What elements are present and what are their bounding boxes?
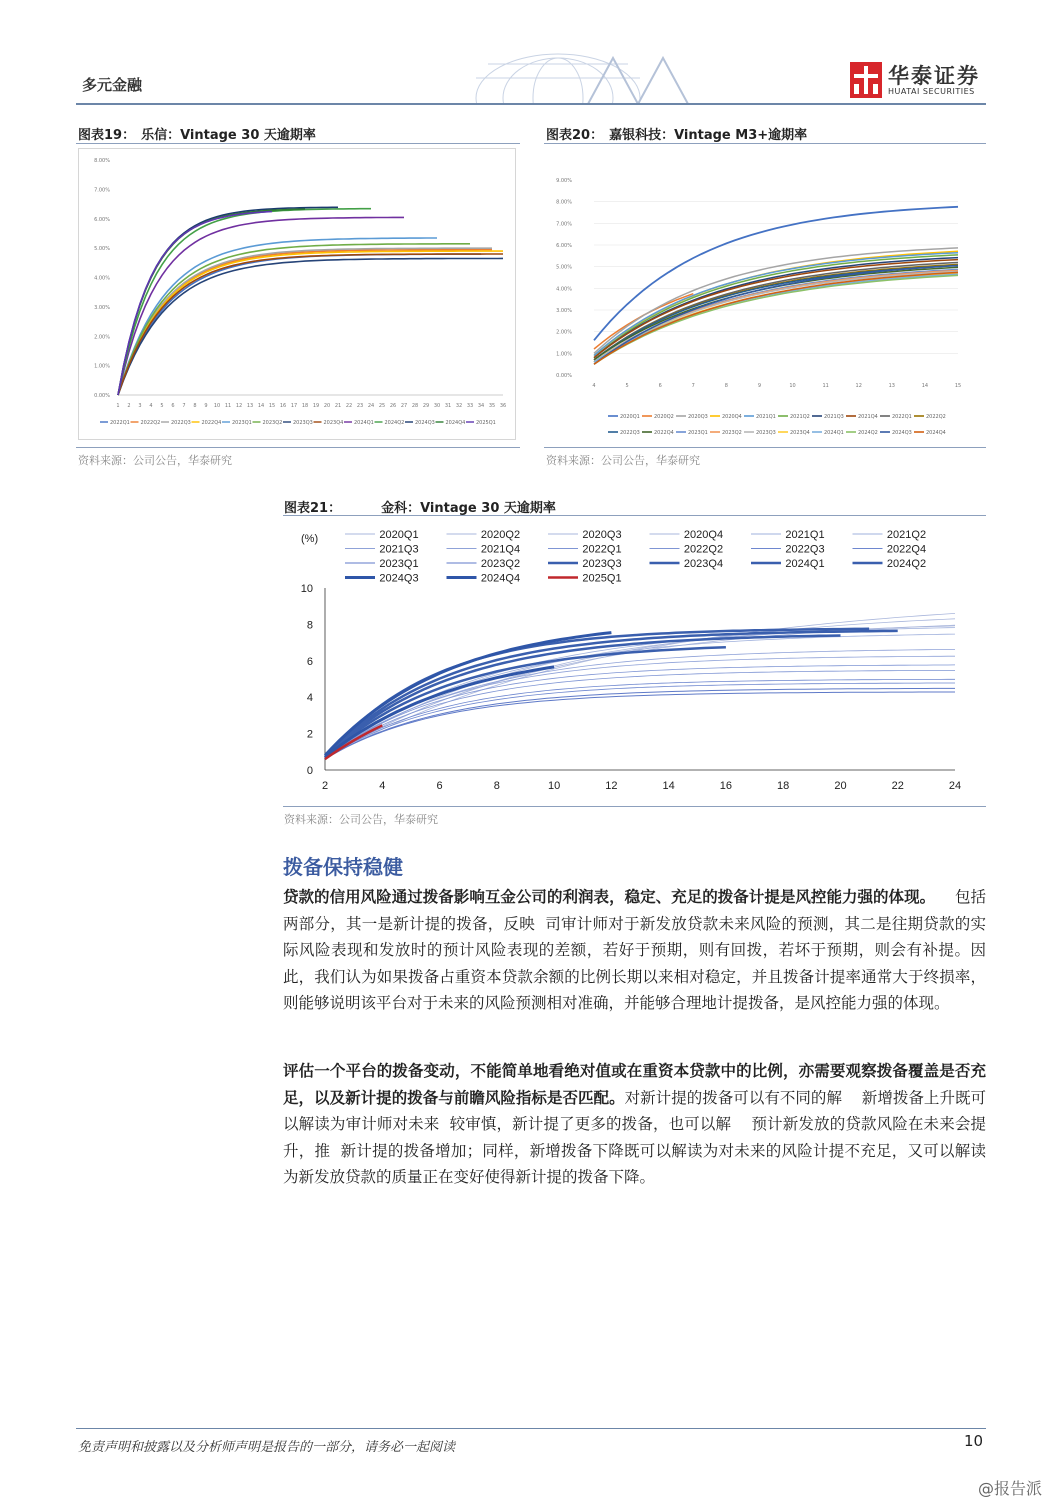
watermark: @报告派 [978,1479,1043,1498]
fig20-legend-label: 2021Q2 [790,414,810,420]
fig19-y-tick: 3.00% [94,304,110,311]
fig21-x-tick: 10 [547,780,561,792]
fig19-y-tick: 8.00% [94,158,110,164]
fig19-legend-label: 2024Q3 [415,420,435,426]
fig21-legend-label: 2024Q4 [480,572,521,585]
fig20-legend-label: 2020Q1 [620,414,640,420]
fig21-series-line [325,665,955,759]
fig20-title-text: 嘉银科技：Vintage M3+逾期率 [609,128,808,143]
fig21-legend-label: 2023Q2 [480,558,521,570]
fig19-x-tick: 10 [213,403,221,409]
fig19-x-tick: 33 [466,403,474,409]
fig19-y-tick: 2.00% [94,334,110,341]
fig19-x-tick: 17 [290,403,298,409]
fig20-x-tick: 13 [888,383,896,389]
fig20-series-line [594,266,958,365]
fig20-x-tick: 4 [592,383,596,389]
fig20-legend-label: 2023Q2 [722,430,742,436]
fig21-bottom-rule [283,806,986,807]
fig19-x-tick: 1 [116,403,120,409]
fig20-series-line [594,248,958,353]
fig20-source: 资料来源：公司公告，华泰研究 [546,454,700,467]
fig19-x-tick: 7 [182,403,186,409]
fig19-y-tick: 5.00% [94,246,110,253]
fig21-source: 资料来源：公司公告，华泰研究 [284,813,438,826]
fig19-x-tick: 8 [193,403,197,409]
fig20-legend-label: 2021Q3 [824,414,844,420]
fig20-x-tick: 15 [954,383,962,389]
fig21-title-text: 金科：Vintage 30 天逾期率 [381,501,556,516]
globe-decoration-icon [438,38,698,104]
fig19-x-tick: 35 [488,403,496,409]
paragraph-2 [283,1058,986,1191]
fig21-x-tick: 6 [436,780,443,792]
section-title: 拨备保持稳健 [283,855,403,879]
fig19-x-tick: 36 [499,403,507,409]
fig19-legend-label: 2024Q4 [445,420,466,426]
fig20-legend-label: 2020Q4 [722,414,742,420]
fig19-legend-label: 2023Q1 [232,420,252,426]
fig21-y-tick: 2 [306,728,313,741]
fig19-x-tick: 4 [149,403,153,409]
fig19-x-tick: 13 [246,403,254,409]
fig19-x-tick: 2 [127,403,131,409]
fig19-legend-label: 2023Q3 [293,420,313,426]
fig19-x-tick: 24 [367,403,375,409]
fig20-legend-label: 2021Q4 [858,414,878,420]
fig20-x-tick: 12 [855,383,862,389]
fig19-x-tick: 19 [312,403,320,409]
fig21-y-tick: 6 [306,655,313,668]
fig19-x-tick: 28 [411,403,419,409]
logo-cn-text: 华泰证券 [888,64,980,88]
fig20-x-tick: 7 [691,383,695,389]
fig20-series-line [594,267,958,360]
fig21-x-tick: 24 [948,780,962,792]
fig21-x-tick: 16 [719,780,733,792]
fig20-x-tick: 11 [822,383,829,389]
fig21-legend-label: 2021Q3 [379,543,419,556]
header-rule [76,103,986,105]
fig20-legend-label: 2023Q3 [756,430,776,436]
fig20-number: 图表20： [546,128,604,143]
fig20-bottom-rule [544,447,986,448]
fig20-legend-label: 2024Q2 [858,430,878,436]
fig21-legend-label: 2020Q4 [683,529,724,541]
fig20-legend-label: 2023Q1 [688,430,708,436]
fig21-legend-label: 2024Q1 [785,558,825,570]
fig19-x-tick: 11 [224,403,232,409]
fig19-y-tick: 7.00% [94,187,110,194]
fig20-legend-label: 2024Q4 [926,430,946,436]
header-section-label: 多元金融 [82,76,143,94]
fig20-title-rule [544,143,986,144]
fig20-legend-label: 2024Q1 [824,430,844,436]
fig20-y-tick: 2.00% [556,329,572,336]
fig20-y-tick: 7.00% [556,221,572,228]
fig21-legend-label: 2024Q2 [886,558,927,570]
fig19-x-tick: 27 [400,403,408,409]
fig19-legend-label: 2025Q1 [476,420,496,426]
fig20-legend-label: 2021Q1 [756,414,776,420]
fig20-legend-label: 2020Q2 [654,414,674,420]
fig19-legend-label: 2023Q2 [262,420,283,426]
paragraph-2-bold: 评估一个平台的拨备变动，不能简单地看绝对值或在重资本贷款中的比例，亦需要观察拨备覆盖是否充足，以及新计提的拨备与前瞻风险指标是否匹配。 [283,1062,986,1107]
paragraph-1-body: 包括两部分，其一是新计提的拨备，反映 司审计师对于新发放贷款未来风险的预测，其二是往期贷款的实际风险表现和发放时的预计风险表现的差额，若好于预期，则有回拨，若坏于预期，则会有补提。因此，我们认为如果拨备占重资本贷款余额的比例长期以来相对稳定，并且拨备计提率通常大于终损率，则能够说明该平台对于未来的风险预测相对准确，并能够合理地计提拨备，是风控能力强的体现。 [283,888,986,1012]
fig21-number: 图表21： [284,501,342,516]
huatai-logo [850,60,990,100]
fig21-legend-label: 2023Q3 [582,558,622,570]
fig21-title-rule [283,515,986,516]
fig20-x-tick: 9 [757,383,762,389]
fig21-legend-label: 2020Q1 [379,529,419,541]
fig19-legend-label: 2022Q4 [201,420,222,426]
fig19-x-tick: 29 [422,403,430,409]
fig21-legend-label: 2020Q3 [582,529,622,541]
fig21-legend-label: 2023Q4 [683,558,724,570]
fig20-y-tick: 0.00% [556,373,572,379]
fig20-x-tick: 6 [658,383,662,389]
fig19-chart [78,148,516,440]
fig21-legend-label: 2022Q3 [785,543,825,556]
fig21-series-line [325,667,554,757]
fig20-legend-label: 2022Q1 [892,414,912,420]
fig20-legend-label: 2022Q3 [620,430,640,436]
fig20-legend-label: 2023Q4 [790,430,810,436]
fig21-y-tick: 10 [300,583,313,595]
fig21-x-tick: 2 [321,780,329,792]
huatai-logo-mark-icon [850,62,882,98]
fig20-y-tick: 3.00% [556,308,572,314]
fig20-x-tick: 5 [625,383,629,389]
fig19-legend-label: 2022Q3 [171,420,191,426]
fig20-y-tick: 6.00% [556,243,572,249]
fig20-chart [546,160,986,445]
fig20-y-tick: 9.00% [556,178,572,184]
paragraph-1-bold: 贷款的信用风险通过拨备影响互金公司的利润表，稳定、充足的拨备计提是风控能力强的体现。 [283,888,936,906]
fig19-title-rule [76,143,520,144]
fig19-bottom-rule [76,447,520,448]
fig19-x-tick: 12 [235,403,243,409]
fig19-x-tick: 34 [477,403,485,409]
fig21-legend-label: 2021Q4 [480,543,521,556]
fig20-legend-label: 2024Q3 [892,430,912,436]
fig19-x-tick: 18 [301,403,309,409]
fig20-legend-label: 2022Q2 [926,414,946,420]
fig19-y-tick: 1.00% [94,363,110,370]
fig21-title [284,497,556,516]
fig20-x-tick: 10 [789,383,796,389]
fig19-x-tick: 25 [378,403,386,409]
fig21-legend-label: 2022Q4 [886,543,927,556]
fig19-x-tick: 15 [268,403,276,409]
fig19-x-tick: 3 [138,403,142,409]
fig21-legend-label: 2022Q2 [683,543,724,556]
page-number: 10 [964,1432,984,1450]
fig19-x-tick: 32 [455,403,463,409]
fig19-x-tick: 16 [279,403,287,409]
fig20-y-tick: 1.00% [556,351,572,358]
fig19-legend-label: 2022Q2 [140,420,161,426]
fig20-y-tick: 8.00% [556,199,572,206]
fig20-legend-label: 2020Q3 [688,414,708,420]
footer-disclaimer: 免责声明和披露以及分析师声明是报告的一部分，请务必一起阅读 [78,1440,456,1455]
fig21-x-tick: 8 [493,780,500,792]
fig19-x-tick: 23 [356,403,364,409]
fig19-x-tick: 5 [160,403,164,409]
fig19-x-tick: 20 [323,403,331,409]
fig21-series-line [325,683,955,759]
fig21-y-tick: 8 [306,619,313,632]
fig19-y-tick: 6.00% [94,216,110,223]
paragraph-2-body: 对新计提的拨备可以有不同的解 新增拨备上升既可以解读为审计师对未来 较审慎，新计提了更多的拨备，也可以解 预计新发放的贷款风险在未来会提升，推 新计提的拨备增加；同样，新增拨备下降既可以解读为对未来的风险计提不充足，又可以解读为新发放贷款的质量正在变好使得新计提的拨备下降。 [283,1088,986,1186]
fig19-legend-label: 2024Q2 [384,420,405,426]
fig19-x-tick: 14 [257,403,265,409]
paragraph-1 [283,884,986,1017]
fig19-y-tick: 0.00% [94,393,110,399]
fig21-x-tick: 18 [777,780,790,792]
fig20-x-tick: 8 [724,383,728,389]
fig20-y-tick: 5.00% [556,264,572,271]
fig21-legend-label: 2022Q1 [582,543,622,556]
fig21-y-tick: 4 [306,692,313,705]
fig21-x-tick: 22 [891,780,904,792]
fig20-y-tick: 4.00% [556,286,572,293]
fig19-x-tick: 21 [334,403,342,409]
fig19-x-tick: 9 [204,403,208,409]
fig19-number: 图表19： [78,128,136,143]
fig19-x-tick: 26 [389,403,397,409]
fig19-x-tick: 30 [433,403,441,409]
fig21-legend-label: 2020Q2 [480,529,521,541]
fig20-title [546,124,807,143]
fig20-legend-label: 2022Q4 [654,430,674,436]
fig19-legend-label: 2023Q4 [323,420,344,426]
fig20-x-tick: 14 [921,383,929,389]
fig21-y-tick: 0 [306,765,313,777]
fig21-legend-label: 2021Q2 [886,529,927,541]
fig19-x-tick: 6 [171,403,175,409]
fig21-x-tick: 12 [605,780,618,792]
fig19-y-tick: 4.00% [94,275,110,282]
fig21-legend-label: 2021Q1 [785,529,825,541]
fig21-chart [283,520,986,804]
fig21-series-line [325,688,955,759]
fig21-legend-label: 2024Q3 [379,572,419,585]
fig21-unit-label: (%) [301,533,319,545]
fig21-x-tick: 4 [379,780,386,792]
fig19-legend-label: 2024Q1 [354,420,374,426]
fig19-source: 资料来源：公司公告，华泰研究 [78,454,232,467]
logo-en-text: HUATAI SECURITIES [888,87,975,96]
fig19-title [78,124,316,143]
fig21-x-tick: 14 [662,780,675,792]
footer-rule [76,1428,986,1429]
fig19-legend-label: 2022Q1 [110,420,130,426]
fig21-legend-label: 2023Q1 [379,558,419,570]
fig19-title-text: 乐信：Vintage 30 天逾期率 [141,128,316,143]
fig19-x-tick: 22 [345,403,353,409]
fig21-legend-label: 2025Q1 [582,572,622,585]
fig19-x-tick: 31 [444,403,452,409]
fig21-x-tick: 20 [834,780,847,792]
